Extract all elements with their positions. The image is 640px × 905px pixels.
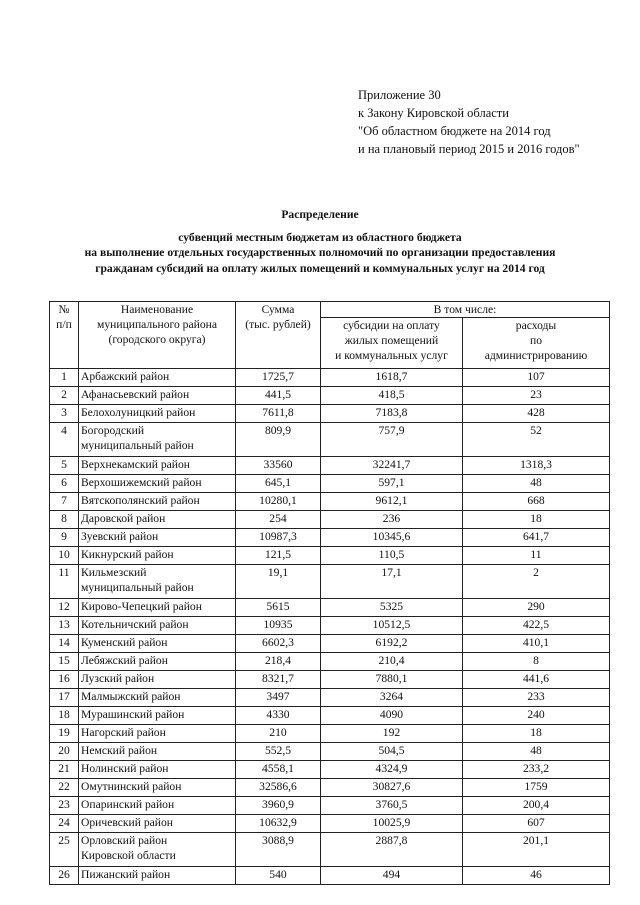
- header-number: № п/п: [50, 302, 79, 369]
- appendix-line: "Об областном бюджете на 2014 год: [358, 124, 551, 138]
- administration-value: 2: [463, 565, 610, 599]
- district-name: Лебяжский район: [79, 653, 236, 671]
- row-number: 10: [50, 547, 79, 565]
- header-administration: расходы по администрированию: [463, 318, 610, 369]
- district-name: Даровской район: [79, 511, 236, 529]
- title-line: на выполнение отдельных государственных полномочий по организации предоставления: [84, 246, 556, 259]
- row-number: 1: [50, 369, 79, 387]
- row-number: 15: [50, 653, 79, 671]
- subsidies-value: 110,5: [321, 547, 463, 565]
- sum-value: 809,9: [236, 423, 321, 457]
- district-name: Пижанский район: [79, 867, 236, 885]
- subsidies-value: 2887,8: [321, 833, 463, 867]
- row-number: 8: [50, 511, 79, 529]
- sum-value: 121,5: [236, 547, 321, 565]
- sum-value: 10987,3: [236, 529, 321, 547]
- administration-value: 11: [463, 547, 610, 565]
- title-heading: Распределение: [281, 208, 359, 221]
- subsidies-value: 597,1: [321, 475, 463, 493]
- table-row: [50, 707, 610, 725]
- sum-value: 10632,9: [236, 815, 321, 833]
- row-number: 13: [50, 617, 79, 635]
- district-name: Белохолуницкий район: [79, 405, 236, 423]
- table-row: [50, 689, 610, 707]
- header-district-name: Наименование муниципального района (городского округа): [79, 302, 236, 369]
- district-name: Кикнурский район: [79, 547, 236, 565]
- table-row: [50, 405, 610, 423]
- administration-value: 422,5: [463, 617, 610, 635]
- administration-value: 1318,3: [463, 457, 610, 475]
- subsidies-value: 236: [321, 511, 463, 529]
- district-name: Куменский район: [79, 635, 236, 653]
- document-title: [0, 207, 640, 276]
- table-row: [50, 475, 610, 493]
- table-row: [50, 493, 610, 511]
- administration-value: 201,1: [463, 833, 610, 867]
- subsidies-value: 17,1: [321, 565, 463, 599]
- administration-value: 46: [463, 867, 610, 885]
- sum-value: 19,1: [236, 565, 321, 599]
- district-name: Кирово-Чепецкий район: [79, 599, 236, 617]
- sum-value: 441,5: [236, 387, 321, 405]
- subsidies-value: 10512,5: [321, 617, 463, 635]
- administration-value: 641,7: [463, 529, 610, 547]
- row-number: 19: [50, 725, 79, 743]
- district-name: Кильмезский муниципальный район: [79, 565, 236, 599]
- sum-value: 10935: [236, 617, 321, 635]
- administration-value: 441,6: [463, 671, 610, 689]
- title-line: гражданам субсидий на оплату жилых помещений и коммунальных услуг на 2014 год: [95, 261, 545, 275]
- administration-value: 200,4: [463, 797, 610, 815]
- sum-value: 6602,3: [236, 635, 321, 653]
- administration-value: 52: [463, 423, 610, 457]
- subsidies-value: 30827,6: [321, 779, 463, 797]
- table-row: [50, 833, 610, 867]
- row-number: 20: [50, 743, 79, 761]
- district-name: Афанасьевский район: [79, 387, 236, 405]
- administration-value: 290: [463, 599, 610, 617]
- table-row: [50, 511, 610, 529]
- administration-value: 18: [463, 725, 610, 743]
- administration-value: 410,1: [463, 635, 610, 653]
- administration-value: 18: [463, 511, 610, 529]
- table-row: [50, 779, 610, 797]
- administration-value: 233: [463, 689, 610, 707]
- sum-value: 4558,1: [236, 761, 321, 779]
- district-name: Верхошижемский район: [79, 475, 236, 493]
- table-row: [50, 369, 610, 387]
- subsidies-value: 32241,7: [321, 457, 463, 475]
- subsidies-value: 7183,8: [321, 405, 463, 423]
- header-row: [50, 302, 610, 318]
- table-row: [50, 547, 610, 565]
- district-name: Богородский муниципальный район: [79, 423, 236, 457]
- row-number: 11: [50, 565, 79, 599]
- table-row: [50, 599, 610, 617]
- district-name: Лузский район: [79, 671, 236, 689]
- district-name: Мурашинский район: [79, 707, 236, 725]
- administration-value: 48: [463, 475, 610, 493]
- administration-value: 107: [463, 369, 610, 387]
- table-row: [50, 565, 610, 599]
- administration-value: 23: [463, 387, 610, 405]
- subsidies-value: 7880,1: [321, 671, 463, 689]
- table-row: [50, 867, 610, 885]
- table-row: [50, 653, 610, 671]
- row-number: 2: [50, 387, 79, 405]
- district-name: Опаринский район: [79, 797, 236, 815]
- administration-value: 607: [463, 815, 610, 833]
- subsidies-value: 5325: [321, 599, 463, 617]
- row-number: 16: [50, 671, 79, 689]
- row-number: 5: [50, 457, 79, 475]
- district-name: Нолинский район: [79, 761, 236, 779]
- sum-value: 540: [236, 867, 321, 885]
- sum-value: 3088,9: [236, 833, 321, 867]
- row-number: 17: [50, 689, 79, 707]
- subsidies-value: 6192,2: [321, 635, 463, 653]
- row-number: 24: [50, 815, 79, 833]
- subsidies-value: 9612,1: [321, 493, 463, 511]
- subsidies-value: 10345,6: [321, 529, 463, 547]
- table-row: [50, 423, 610, 457]
- district-name: Верхнекамский район: [79, 457, 236, 475]
- title-line: субвенций местным бюджетам из областного бюджета: [178, 230, 462, 244]
- district-name: Оричевский район: [79, 815, 236, 833]
- subsidies-value: 4090: [321, 707, 463, 725]
- subsidies-value: 1618,7: [321, 369, 463, 387]
- table-row: [50, 815, 610, 833]
- sum-value: 552,5: [236, 743, 321, 761]
- row-number: 3: [50, 405, 79, 423]
- subsidies-value: 757,9: [321, 423, 463, 457]
- appendix-line: и на плановый период 2015 и 2016 годов": [358, 142, 580, 156]
- table-row: [50, 529, 610, 547]
- distribution-table: [49, 301, 610, 885]
- subsidies-value: 210,4: [321, 653, 463, 671]
- header-including: В том числе:: [321, 302, 610, 318]
- row-number: 12: [50, 599, 79, 617]
- district-name: Котельничский район: [79, 617, 236, 635]
- sum-value: 5615: [236, 599, 321, 617]
- administration-value: 8: [463, 653, 610, 671]
- subsidies-value: 3264: [321, 689, 463, 707]
- appendix-line: Приложение 30: [358, 88, 441, 102]
- administration-value: 428: [463, 405, 610, 423]
- sum-value: 1725,7: [236, 369, 321, 387]
- sum-value: 210: [236, 725, 321, 743]
- table-row: [50, 797, 610, 815]
- row-number: 14: [50, 635, 79, 653]
- district-name: Орловский район Кировской области: [79, 833, 236, 867]
- district-name: Немский район: [79, 743, 236, 761]
- row-number: 25: [50, 833, 79, 867]
- sum-value: 33560: [236, 457, 321, 475]
- row-number: 23: [50, 797, 79, 815]
- administration-value: 240: [463, 707, 610, 725]
- table-row: [50, 725, 610, 743]
- appendix-line: к Закону Кировской области: [358, 106, 509, 120]
- row-number: 21: [50, 761, 79, 779]
- sum-value: 10280,1: [236, 493, 321, 511]
- sum-value: 4330: [236, 707, 321, 725]
- row-number: 26: [50, 867, 79, 885]
- district-name: Малмыжский район: [79, 689, 236, 707]
- sum-value: 254: [236, 511, 321, 529]
- sum-value: 3497: [236, 689, 321, 707]
- appendix-note: [358, 86, 580, 158]
- subsidies-value: 418,5: [321, 387, 463, 405]
- table-row: [50, 761, 610, 779]
- administration-value: 48: [463, 743, 610, 761]
- district-name: Вятскополянский район: [79, 493, 236, 511]
- subsidies-value: 494: [321, 867, 463, 885]
- table-row: [50, 635, 610, 653]
- row-number: 6: [50, 475, 79, 493]
- district-name: Арбажский район: [79, 369, 236, 387]
- row-number: 4: [50, 423, 79, 457]
- table-row: [50, 671, 610, 689]
- sum-value: 7611,8: [236, 405, 321, 423]
- table-row: [50, 387, 610, 405]
- table-row: [50, 617, 610, 635]
- row-number: 18: [50, 707, 79, 725]
- subsidies-value: 192: [321, 725, 463, 743]
- row-number: 22: [50, 779, 79, 797]
- sum-value: 32586,6: [236, 779, 321, 797]
- district-name: Омутнинский район: [79, 779, 236, 797]
- administration-value: 233,2: [463, 761, 610, 779]
- table-row: [50, 457, 610, 475]
- sum-value: 645,1: [236, 475, 321, 493]
- header-subsidies: субсидии на оплату жилых помещений и коммунальных услуг: [321, 318, 463, 369]
- table-row: [50, 743, 610, 761]
- sum-value: 218,4: [236, 653, 321, 671]
- subsidies-value: 4324,9: [321, 761, 463, 779]
- administration-value: 1759: [463, 779, 610, 797]
- administration-value: 668: [463, 493, 610, 511]
- subsidies-value: 3760,5: [321, 797, 463, 815]
- district-name: Зуевский район: [79, 529, 236, 547]
- sum-value: 3960,9: [236, 797, 321, 815]
- header-sum: Сумма (тыс. рублей): [236, 302, 321, 369]
- row-number: 7: [50, 493, 79, 511]
- sum-value: 8321,7: [236, 671, 321, 689]
- row-number: 9: [50, 529, 79, 547]
- subsidies-value: 10025,9: [321, 815, 463, 833]
- subsidies-value: 504,5: [321, 743, 463, 761]
- district-name: Нагорский район: [79, 725, 236, 743]
